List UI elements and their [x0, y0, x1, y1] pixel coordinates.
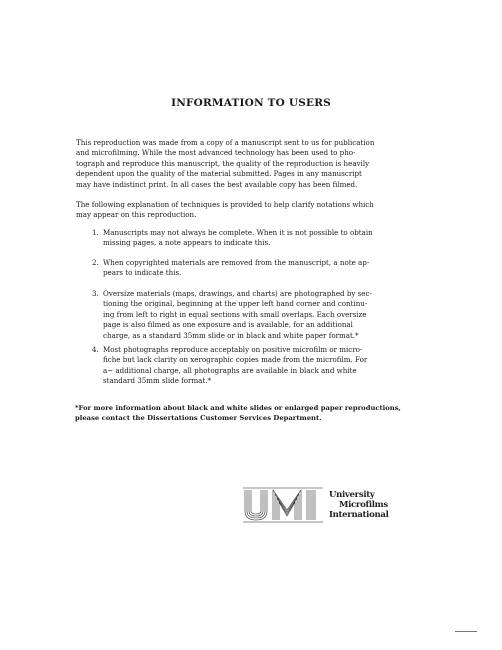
- intro-line: dependent upon the quality of the material submitted. Pages in any manuscript: [76, 169, 362, 179]
- lead-paragraph: [76, 200, 428, 221]
- intro-line: This reproduction was made from a copy of a manuscript sent to us for publication: [76, 138, 375, 147]
- list-item-line: Most photographs reproduce acceptably on positive microfilm or micro-: [103, 345, 363, 354]
- list-item-line: fiche but lack clarity on xerographic copies made from the microfilm. For: [103, 355, 368, 365]
- list-item-line: standard 35mm slide format.*: [103, 376, 212, 386]
- logo-word: International: [329, 510, 389, 520]
- list-item-line: When copyrighted materials are removed from the manuscript, a note ap-: [103, 258, 370, 267]
- intro-line: tograph and reproduce this manuscript, the quality of the reproduction is heavily: [76, 158, 370, 168]
- page-title: INFORMATION TO USERS: [171, 97, 331, 109]
- list-item-line: charge, as a standard 35mm slide or in black and white paper format.*: [103, 330, 359, 340]
- list-item-line: page is also filmed as one exposure and is available, for an additional: [103, 320, 353, 330]
- list-item-number: 1.: [92, 228, 99, 237]
- logo-word: University: [329, 490, 375, 500]
- list-item-line: a~ additional charge, all photographs are available in black and white: [103, 365, 357, 375]
- list-item-line: tioning the original, beginning at the upper left hand corner and continu-: [103, 299, 368, 309]
- list-item-number: 4.: [92, 345, 99, 354]
- lead-line: The following explanation of techniques is provided to help clarify notations which: [76, 200, 374, 209]
- logo-word: Microfilms: [339, 500, 388, 510]
- list-item-number: 3.: [92, 289, 99, 298]
- footnote-line: *For more information about black and white slides or enlarged paper reproductions,: [75, 404, 401, 412]
- intro-line: may have indistinct print. In all cases the best available copy has been filmed.: [76, 179, 358, 189]
- list-item-line: Oversize materials (maps, drawings, and charts) are photographed by sec-: [103, 289, 372, 298]
- list-item-line: missing pages, a note appears to indicate this.: [103, 238, 271, 248]
- list-item-line: pears to indicate this.: [103, 268, 182, 278]
- footnote-line: please contact the Dissertations Customer Services Department.: [75, 414, 322, 422]
- footnote: [75, 403, 435, 423]
- lead-line: may appear on this reproduction.: [76, 210, 197, 220]
- intro-line: and microfilming. While the most advanced technology has been used to pho-: [76, 148, 356, 158]
- scan-mark: [455, 631, 477, 632]
- list-item-line: ing from left to right in equal sections with small overlaps. Each oversize: [103, 309, 367, 319]
- list-item-line: Manuscripts may not always be complete. When it is not possible to obtain: [103, 228, 373, 237]
- list-item-number: 2.: [92, 258, 99, 267]
- logo-wordmark: [329, 490, 389, 520]
- intro-paragraph: [76, 138, 428, 190]
